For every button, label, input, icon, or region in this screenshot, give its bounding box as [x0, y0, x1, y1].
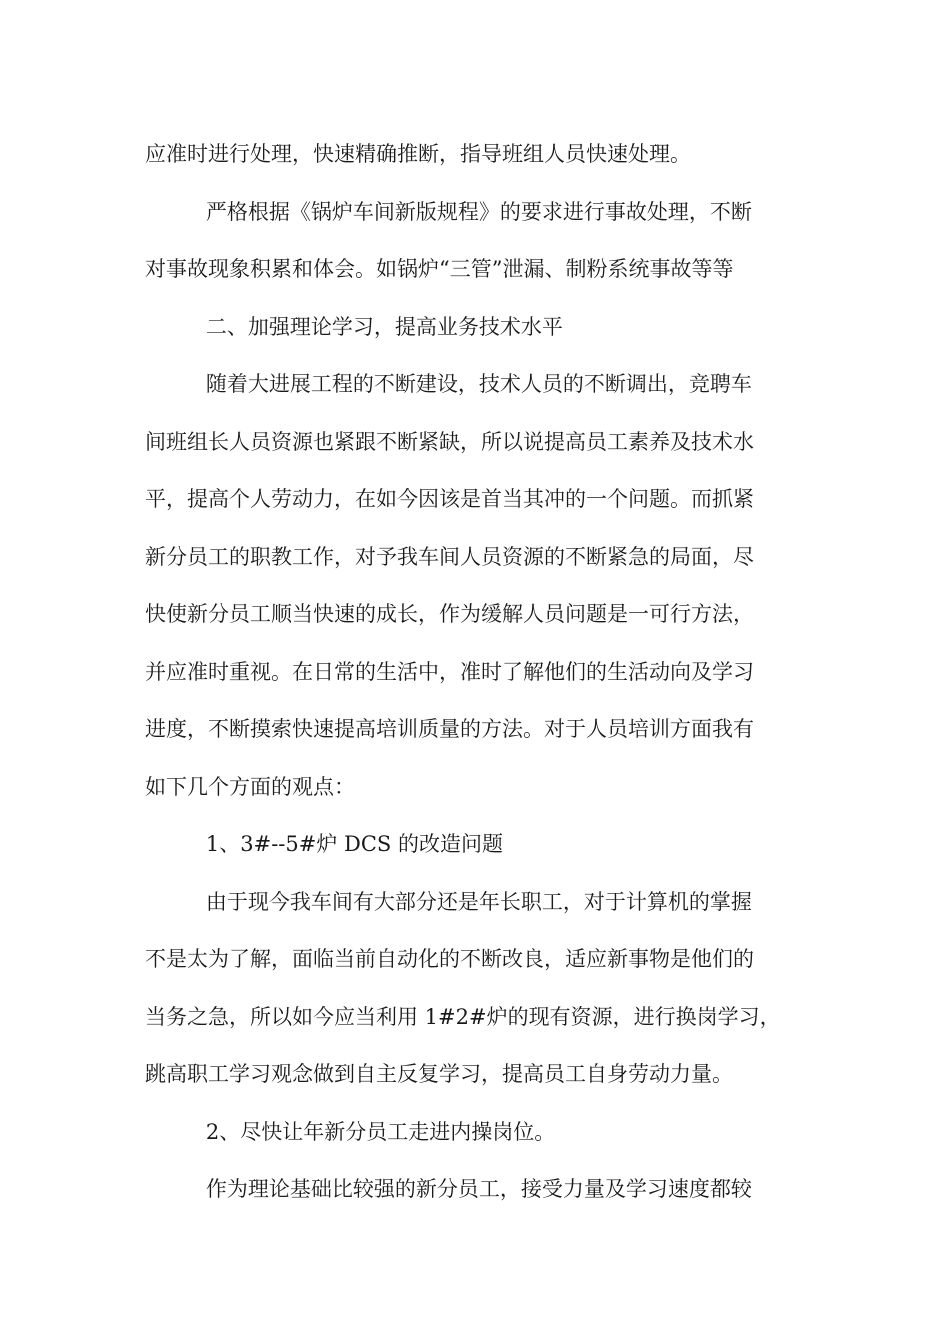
text-line: 如下几个方面的观点： [145, 774, 355, 799]
paragraph [145, 356, 805, 816]
text-line: 当务之急，所以如今应当利用 1#2#炉的现有资源，进行换岗学习， [145, 1004, 781, 1029]
paragraph [145, 184, 805, 299]
paragraph [145, 1161, 805, 1219]
list-item-heading [145, 1104, 805, 1162]
paragraph [145, 874, 805, 1104]
text-line: 平，提高个人劳动力，在如今因该是首当其冲的一个问题。而抓紧 [145, 487, 754, 511]
text-line: 间班组长人员资源也紧跟不断紧缺，所以说提高员工素养及技术水 [145, 429, 754, 454]
document-body [145, 126, 805, 1219]
text-line: 严格根据《锅炉车间新版规程》的要求进行事故处理，不断 [205, 199, 752, 224]
text-line: 1、3#--5#炉 DCS 的改造问题 [205, 832, 503, 856]
text-line: 跳高职工学习观念做到自主反复学习，提高员工自身劳动力量。 [145, 1062, 733, 1086]
text-line: 快使新分员工顺当快速的成长，作为缓解人员问题是一可行方法， [145, 602, 754, 626]
text-line: 由于现今我车间有大部分还是年长职工，对于计算机的掌握 [205, 889, 752, 914]
list-item-heading [145, 816, 805, 874]
text-line: 随着大进展工程的不断建设，技术人员的不断调出，竞聘车 [205, 372, 752, 396]
text-line: 二、加强理论学习，提高业务技术水平 [205, 314, 563, 339]
text-line: 2、尽快让年新分员工走进内操岗位。 [205, 1119, 556, 1144]
text-line: 作为理论基础比较强的新分员工，接受力量及学习速度都较 [205, 1177, 752, 1201]
text-line: 进度，不断摸索快速提高培训质量的方法。对于人员培训方面我有 [145, 717, 754, 741]
text-line: 并应准时重视。在日常的生活中，准时了解他们的生活动向及学习 [145, 659, 754, 684]
text-line: 新分员工的职教工作，对予我车间人员资源的不断紧急的局面，尽 [145, 544, 754, 569]
text-line: 对事故现象积累和体会。如锅炉“三管”泄漏、制粉系统事故等等 [145, 257, 734, 281]
text-line: 不是太为了解，面临当前自动化的不断改良，适应新事物是他们的 [145, 947, 754, 971]
section-heading [145, 299, 805, 357]
paragraph [145, 126, 805, 184]
text-line: 应准时进行处理，快速精确推断，指导班组人员快速处理。 [145, 142, 691, 166]
